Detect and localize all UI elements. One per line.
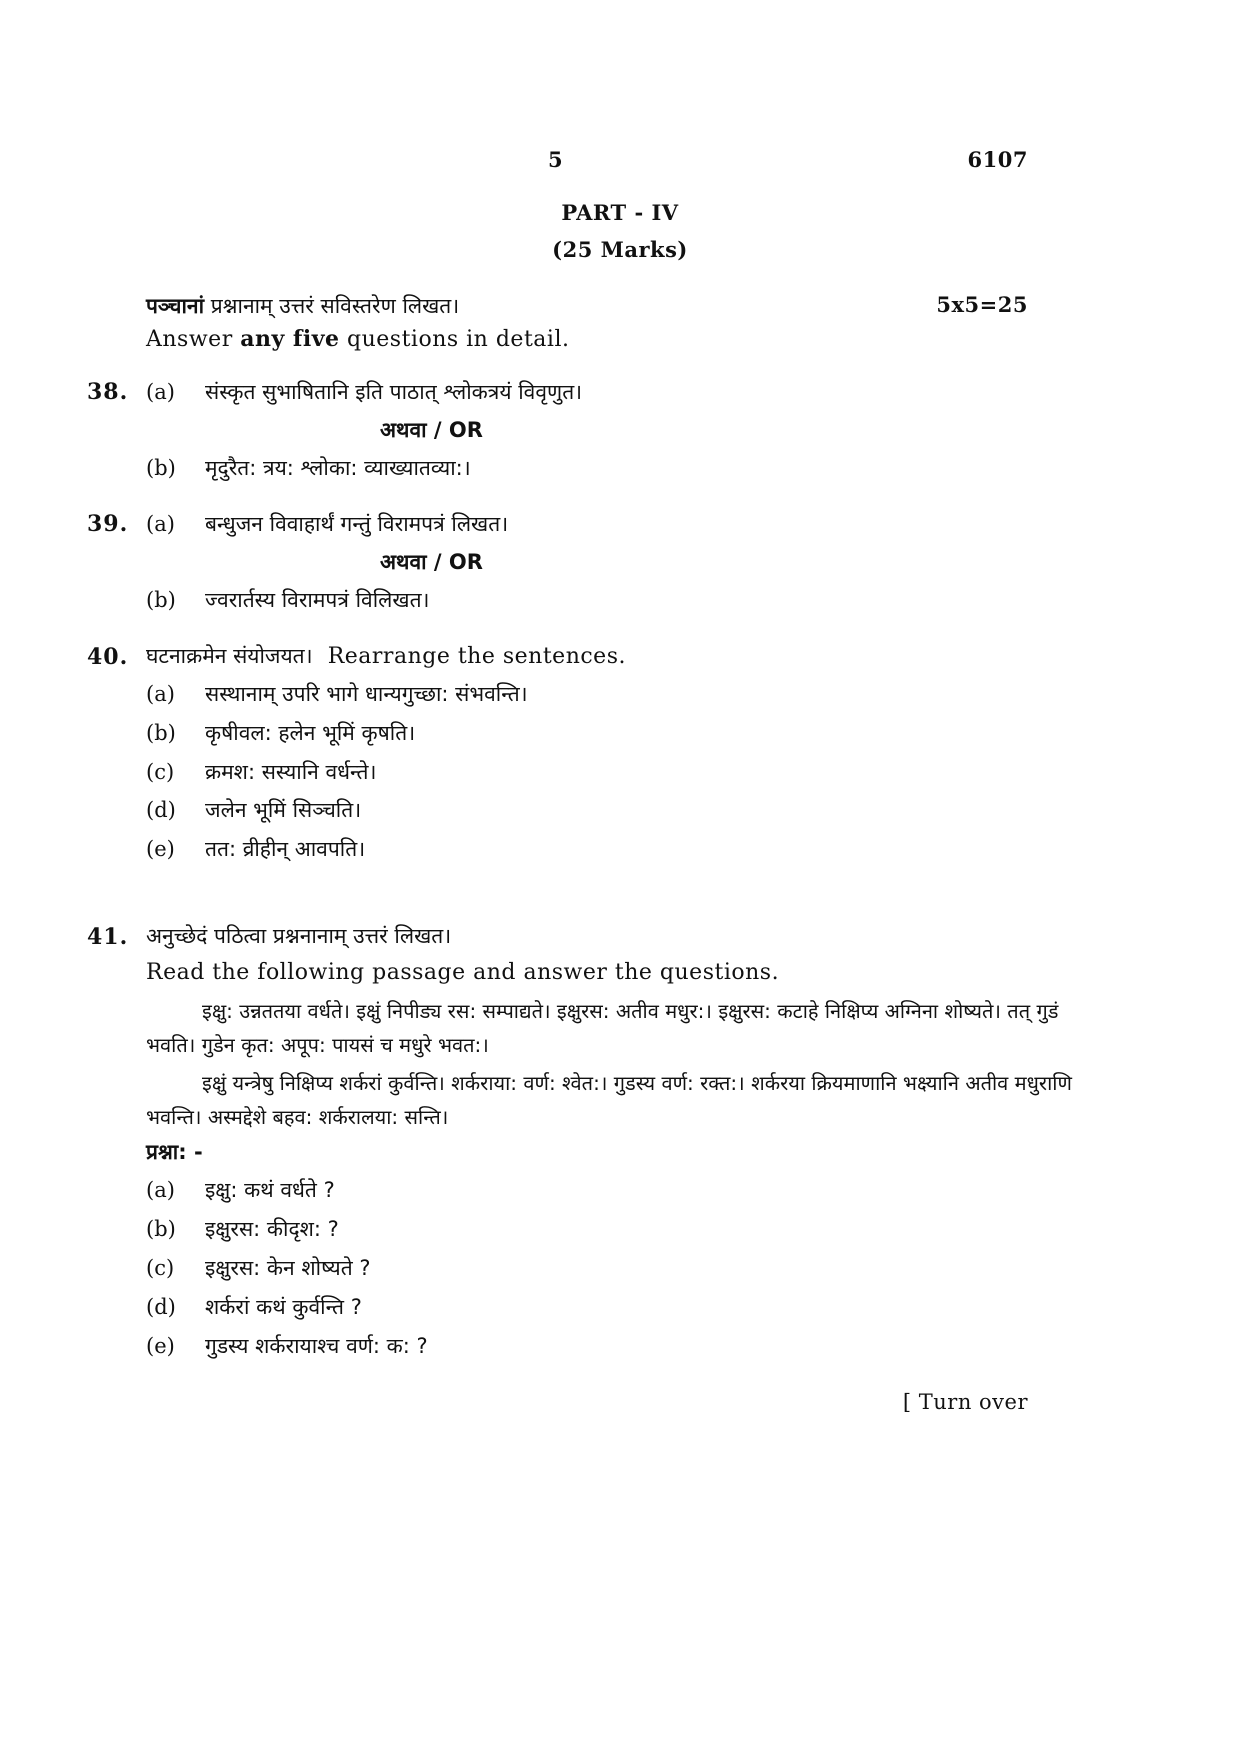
question-41-prompt-english: Read the following passage and answer the questions. [146,960,780,985]
instructions-sanskrit-rest: प्रश्नानाम् उत्तरं सविस्तरेण लिखत। [204,294,460,318]
question-41c-label: (c) [146,1256,175,1280]
question-38b-text: मृदुरैत: त्रय: श्लोका: व्याख्यातव्या:। [205,456,471,480]
questions-heading: प्रश्ना: - [146,1140,203,1164]
instructions-sanskrit [146,292,459,320]
question-40b-label: (b) [146,721,176,745]
instructions-english-post: questions in detail. [339,327,570,352]
instructions-english-pre: Answer [146,327,241,352]
passage-paragraph-1: इक्षु: उन्नततया वर्धते। इक्षुं निपीड्य रस: सम्पाद्यते। इक्षुरस: अतीव मधुर:। इक्षुरस: कटाहे निक्षिप्य अग्निना शोष्यते। तत् गुडं भवति। गुडेन कृत: अपूप: पायसं च मधुरे भवत:। [146,999,1059,1057]
question-41-number: 41. [87,924,129,950]
question-40e-label: (e) [146,837,175,861]
part-title: PART - IV [561,200,679,225]
instructions-sanskrit-bold: पञ्चानां [146,294,205,318]
question-39-or: अथवा / OR [380,550,483,574]
question-40-prompt-sanskrit: घटनाक्रमेन संयोजयत। [146,644,313,668]
question-41d-text: शर्करां कथं कुर्वन्ति ? [205,1295,362,1319]
marks-scheme: 5x5=25 [936,292,1028,317]
question-41-prompt-sanskrit: अनुच्छेदं पठित्वा प्रश्ननानाम् उत्तरं लिखत। [146,924,452,948]
question-41a-label: (a) [146,1178,175,1202]
question-40c-text: क्रमश: सस्यानि वर्धन्ते। [205,760,377,784]
question-39b-text: ज्वरार्तस्य विरामपत्रं विलिखत। [205,588,430,612]
question-41c-text: इक्षुरस: केन शोष्यते ? [205,1256,371,1280]
instructions-english [146,326,569,352]
paper-code: 6107 [967,147,1028,172]
question-40a-text: सस्थानाम् उपरि भागे धान्यगुच्छा: संभवन्ति। [205,682,528,706]
question-38-number: 38. [87,379,129,405]
question-40-prompt [146,642,626,670]
question-40e-text: तत: व्रीहीन् आवपति। [205,837,366,861]
question-39a-label: (a) [146,512,175,536]
question-39b-label: (b) [146,588,176,612]
question-41b-text: इक्षुरस: कीदृश: ? [205,1217,339,1241]
question-41b-label: (b) [146,1217,176,1241]
question-38-or: अथवा / OR [380,418,483,442]
question-41e-text: गुडस्य शर्करायाश्च वर्ण: क: ? [205,1334,428,1358]
question-41d-label: (d) [146,1295,176,1319]
part-marks: (25 Marks) [552,237,688,262]
question-41e-label: (e) [146,1334,175,1358]
question-39-number: 39. [87,511,129,537]
question-38a-text: संस्कृत सुभाषितानि इति पाठात् श्लोकत्रयं विवृणुत। [205,380,583,404]
question-40-number: 40. [87,644,129,670]
question-40b-text: कृषीवल: हलेन भूमिं कृषति। [205,721,416,745]
question-39a-text: बन्धुजन विवाहार्थं गन्तुं विरामपत्रं लिखत। [205,512,509,536]
question-40d-text: जलेन भूमिं सिञ्चति। [205,798,362,822]
page-number: 5 [548,147,564,172]
instructions-english-bold: any five [240,326,340,352]
turn-over-note: [ Turn over [902,1390,1028,1414]
question-40-prompt-english: Rearrange the sentences. [327,644,626,669]
question-38b-label: (b) [146,456,176,480]
passage-paragraph-2: इक्षुं यन्त्रेषु निक्षिप्य शर्करां कुर्वन्ति। शर्कराया: वर्ण: श्वेत:। गुडस्य वर्ण: रक्त:। शर्करया क्रियमाणानि भक्ष्यानि अतीव मधुराणि भवन्ति। अस्मद्देशे बहव: शर्करालया: सन्ति। [146,1071,1072,1129]
question-40d-label: (d) [146,798,176,822]
question-38a-label: (a) [146,380,175,404]
question-40c-label: (c) [146,760,175,784]
question-41a-text: इक्षु: कथं वर्धते ? [205,1178,335,1202]
question-40a-label: (a) [146,682,175,706]
